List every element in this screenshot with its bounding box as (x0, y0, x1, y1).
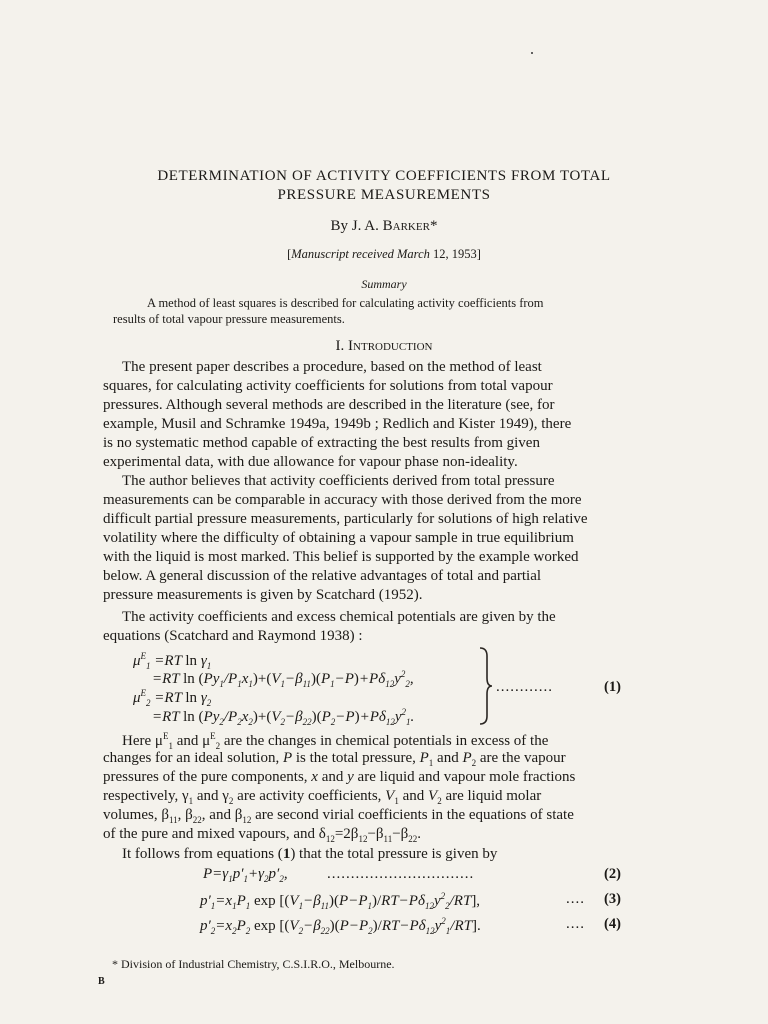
summary-heading: Summary (361, 277, 407, 291)
para1-line-5: is no systematic method capable of extracting the best results from given (103, 435, 540, 451)
para2-line-4: volatility where the difficulty of obtaining a vapour sample in true equilibrium (103, 530, 574, 546)
summary-line-2: results of total vapour pressure measurements. (113, 312, 345, 326)
section-number: I. (335, 338, 345, 354)
section-heading (0, 338, 768, 355)
eq2-leader: ............................... (327, 866, 475, 882)
para4-line-5: volumes, $\beta_{11}$, $\beta_{22}$, and $\beta_{12}$ are second virial coefficients in the equations of state (103, 807, 574, 825)
eq4: $p'_2=x_2P_2$ $\exp [(V_2-\beta_{22})(P-P_2)/RT-P\delta_{12}y^2_1/RT]$. (200, 916, 481, 936)
author-line: By J. A. Barker* (330, 218, 438, 234)
page-mark: B (98, 976, 105, 987)
eq3-number: (3) (604, 891, 621, 907)
eq1-line-3: $\mu^E_2 =RT$ $\ln \gamma_2$ (133, 688, 212, 708)
para3-line-1: The activity coefficients and excess chemical potentials are given by the (122, 609, 556, 625)
eq1-line-2: =RT $\ln (Py_1/P_1x_1)+(V_1-\beta_{11})(P_1-P)+P\delta_{12}y^2_2$, (152, 669, 414, 689)
para4-line-6: of the pure and mixed vapours, and $\delta_{12}=2\beta_{12}-\beta_{11}-\beta_{22}$. (103, 826, 422, 844)
para1-line-4: example, Musil and Schramke 1949a, 1949b ; Redlich and Kister 1949), there (103, 416, 572, 432)
para2-line-2: measurements can be comparable in accuracy with those derived from the more (103, 492, 582, 508)
eq3: $p'_1=x_1P_1$ $\exp [(V_1-\beta_{11})(P-P_1)/RT-P\delta_{12}y^2_2/RT]$, (200, 891, 481, 911)
para1-line-6: experimental data, with due allowance for vapour phase non-ideality. (103, 454, 518, 470)
title-line-1: DETERMINATION OF ACTIVITY COEFFICIENTS FROM TOTAL (157, 168, 611, 184)
para1-line-1: The present paper describes a procedure, based on the method of least (122, 359, 542, 375)
right-brace (478, 646, 494, 726)
para3-line-2: equations (Scatchard and Raymond 1938) : (103, 628, 363, 644)
eq1-line-1: $\mu^E_1 =RT$ $\ln \gamma_1$ (133, 651, 212, 671)
para1-line-2: squares, for calculating activity coefficients for solutions from total vapour (103, 378, 553, 394)
eq1-line-4: =RT $\ln (Py_2/P_2x_2)+(V_2-\beta_{22})(P_2-P)+P\delta_{12}y^2_1$. (152, 707, 415, 727)
para2-line-7: pressure measurements is given by Scatchard (1952). (103, 587, 423, 603)
eq3-leader: .... (566, 891, 585, 907)
eq1-leader: ............ (496, 679, 553, 695)
received-line: [Manuscript received March 12, 1953] (287, 247, 481, 261)
para4-line-1: Here $\mu^E_1$ and $\mu^E_2$ are the changes in chemical potentials in excess of the (122, 731, 549, 751)
para2-line-1: The author believes that activity coefficients derived from total pressure (122, 473, 555, 489)
eq1-number: (1) (604, 679, 621, 695)
para4-line-2: changes for an ideal solution, P is the total pressure, $P_1$ and $P_2$ are the vapour (103, 750, 566, 768)
eq2-number: (2) (604, 866, 621, 882)
section-title: Introduction (348, 338, 433, 354)
para4-line-4: respectively, $\gamma_1$ and $\gamma_2$ are activity coefficients, $V_1$ and $V_2$ are liquid molar (103, 788, 542, 806)
para2-line-3: difficult partial pressure measurements, particularly for solutions of high relative (103, 511, 588, 527)
eq4-number: (4) (604, 916, 621, 932)
eq2: $P=\gamma_1p'_1+\gamma_2p'_2$, (203, 866, 288, 884)
footnote: * Division of Industrial Chemistry, C.S.I.R.O., Melbourne. (112, 957, 395, 971)
summary-line-1: A method of least squares is described for calculating activity coefficients from (147, 296, 544, 310)
speck (531, 52, 533, 54)
para5-line-1: It follows from equations (1) that the total pressure is given by (122, 846, 498, 862)
para2-line-6: below. A general discussion of the relative advantages of total and partial (103, 568, 542, 584)
title-line-2: PRESSURE MEASUREMENTS (277, 187, 491, 203)
para4-line-3: pressures of the pure components, x and y are liquid and vapour mole fractions (103, 769, 576, 785)
para2-line-5: with the liquid is most marked. This belief is supported by the example worked (103, 549, 579, 565)
eq4-leader: .... (566, 916, 585, 932)
para1-line-3: pressures. Although several methods are described in the literature (see, for (103, 397, 555, 413)
